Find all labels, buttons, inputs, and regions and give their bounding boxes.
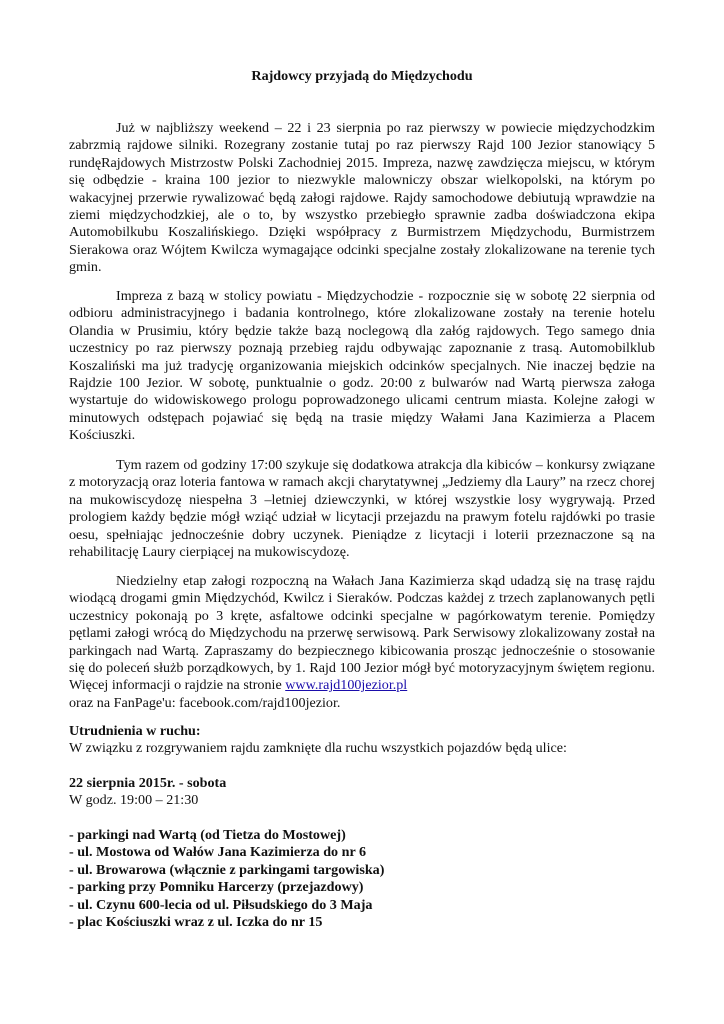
paragraph-4 xyxy=(69,573,655,712)
closed-street-item: - parkingi nad Wartą (od Tietza do Mostowej) xyxy=(69,827,346,843)
closed-street-item: - plac Kościuszki wraz z ul. Iczka do nr 15 xyxy=(69,914,323,931)
traffic-section xyxy=(69,723,669,758)
closure-date: 22 sierpnia 2015r. - sobota xyxy=(69,775,227,791)
fanpage-text: oraz na FanPage'u: facebook.com/rajd100jezior. xyxy=(69,694,341,711)
closed-street-item: - ul. Browarowa (włącznie z parkingami targowiska) xyxy=(69,861,385,878)
closed-street-item: - ul. Czynu 600-lecia od ul. Piłsudskiego do 3 Maja xyxy=(69,896,373,913)
website-link[interactable]: www.rajd100jezior.pl xyxy=(285,677,408,694)
closure-hours: W godz. 19:00 – 21:30 xyxy=(69,792,199,809)
closed-streets-list xyxy=(69,827,669,931)
paragraph-3: Tym razem od godziny 17:00 szykuje się dodatkowa atrakcja dla kibiców – konkursy związane z motoryzacją oraz loteria fantowa w ramach akcji charytatywnej „Jedziemy dla Laury” na rzecz chorej na mukowiscydozę niespełna 3 –letniej dziewczynki, w której wszystkie losy wygrywają. Przed prologiem każdy będzie mógł wziąć udział w licytacji przejazdu na prawym fotelu rajdówki po trasie oesu, spełniając jednocześnie dobry uczynek. Pieniądze z licytacji i loterii przeznaczone są na rehabilitację Laury cierpiącej na mukowiscydozę. xyxy=(69,457,655,561)
traffic-heading: Utrudnienia w ruchu: xyxy=(69,723,201,739)
paragraph-4-text: Niedzielny etap załogi rozpoczną na Wałach Jana Kazimierza skąd udadzą się na trasę rajdu wiodącą drogami gmin Międzychód, Kwilcz i Sieraków. Podczas każdej z trzech zaplanowanych pętli uczestnicy pokonają po 3 kręte, asfaltowe odcinki specjalne w pagórkowatym terenie. Pomiędzy pętlami załogi wrócą do Międzychodu na przerwę serwisową. Park Serwisowy zlokalizowany został na parkingach nad Wartą. Zapraszamy do bezpiecznego kibicowania prosząc jednocześnie o stosowanie się do poleceń służb porządkowych, by 1. Rajd 100 Jezior mógł być motoryzacyjnym świętem regionu. Więcej informacji o rajdzie na stronie xyxy=(69,573,655,694)
paragraph-2: Impreza z bazą w stolicy powiatu - Międzychodzie - rozpocznie się w sobotę 22 sierpnia od odbioru administracyjnego i badania kontrolnego, które zlokalizowane zostały na terenie hotelu Olandia w Prusimiu, który będzie także bazą noclegową dla załóg rajdowych. Tego samego dnia uczestnicy po raz pierwszy poznają przebieg rajdu odbywając zapoznanie z trasą. Automobilklub Koszaliński ma już tradycję organizowania miejskich odcinków specjalnych. Nie inaczej będzie na Rajdzie 100 Jezior. W sobotę, punktualnie o godz. 20:00 z bulwarów nad Wartą pierwsza załoga wystartuje do widowiskowego prologu poprowadzonego ulicami centrum miasta. Kolejne załogi w minutowych odstępach pojawiać się będą na trasie między Wałami Jana Kazimierza a Placem Kościuszki. xyxy=(69,288,655,444)
traffic-intro: W związku z rozgrywaniem rajdu zamknięte dla ruchu wszystkich pojazdów będą ulice: xyxy=(69,740,567,757)
article-title: Rajdowcy przyjadą do Międzychodu xyxy=(251,68,473,84)
closed-street-item: - parking przy Pomniku Harcerzy (przejazdowy) xyxy=(69,879,364,896)
closed-street-item: - ul. Mostowa od Wałów Jana Kazimierza do nr 6 xyxy=(69,844,367,861)
paragraph-1: Już w najbliższy weekend – 22 i 23 sierpnia po raz pierwszy w powiecie międzychodzkim zabrzmią rajdowe silniki. Rozegrany zostanie tutaj po raz pierwszy Rajd 100 Jezior stanowiący 5 rundęRajdowych Mistrzostw Polski Zachodniej 2015. Impreza, nazwę zawdzięcza miejscu, w którym się odbędzie - kraina 100 jezior to niezwykle malowniczy obszar wielkopolski, na którym po wakacyjnej przerwie rywalizować będą załogi rajdowe. Rajdy samochodowe debiutują wprawdzie na ziemi międzychodzkiej, ale o to, by wszystko przebiegło sprawnie zadba doświadczona ekipa Automobilkubu Koszalińskiego. Dzięki współpracy z Burmistrzem Międzychodu, Burmistrzem Sierakowa oraz Wójtem Kwilcza wymagające odcinki specjalne zostały zlokalizowane na terenie tych gmin. xyxy=(69,120,655,276)
closure-date-block xyxy=(69,775,669,810)
